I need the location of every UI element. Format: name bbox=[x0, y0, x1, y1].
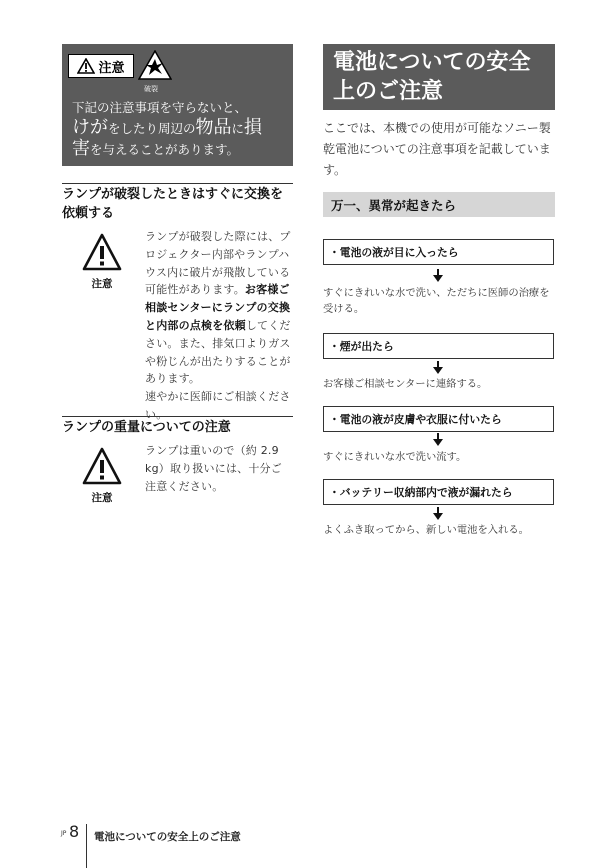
footer-divider bbox=[86, 824, 87, 868]
step-result: すぐにきれいな水で洗い、ただちに医師の治療を受ける。 bbox=[323, 287, 550, 315]
lamp-weight-text: ランプは重いので（約 2.9 kg）取り扱いには、十分ご注意ください。 bbox=[145, 444, 282, 493]
rupture-label: 破裂 bbox=[144, 85, 158, 93]
battery-title-box bbox=[323, 44, 555, 110]
section-rule bbox=[62, 416, 293, 417]
footer-section-title: 電池についての安全上のご注意 bbox=[94, 831, 241, 843]
arrow-down-icon bbox=[431, 507, 445, 521]
caution-line-2: けがをしたり周辺の物品に損 bbox=[72, 117, 263, 138]
step-label: ・煙が出たら bbox=[329, 340, 394, 353]
caution-icon-label: 注意 bbox=[91, 492, 113, 504]
arrow-down-icon bbox=[431, 433, 445, 447]
battery-intro: ここでは、本機での使用が可能なソニー製乾電池についての注意事項を記載しています。 bbox=[323, 121, 551, 177]
lamp-rupture-heading: ランプが破裂したときはすぐに交換を依頼する bbox=[62, 187, 284, 221]
caution-icon-label: 注意 bbox=[91, 278, 113, 290]
step-result: よくふき取ってから、新しい電池を入れる。 bbox=[323, 524, 529, 536]
battery-title: 電池についての安全 上のご注意 bbox=[333, 50, 531, 104]
caution-line-3: 害を与えることがあります。 bbox=[72, 138, 240, 159]
step-box-leak bbox=[323, 479, 554, 505]
caution-label bbox=[68, 54, 134, 78]
step-label: ・バッテリー収納部内で液が漏れたら bbox=[329, 486, 513, 499]
caution-label-text: 注意 bbox=[98, 60, 125, 76]
caution-text bbox=[72, 98, 288, 160]
caution-triangle-icon bbox=[82, 447, 122, 485]
caution-box bbox=[62, 44, 293, 166]
battery-subheading-box bbox=[323, 192, 555, 217]
footer-lang: JP bbox=[61, 830, 67, 837]
step-label: ・電池の液が皮膚や衣服に付いたら bbox=[329, 413, 502, 426]
step-label: ・電池の液が目に入ったら bbox=[329, 246, 459, 259]
page-number: 8 bbox=[69, 822, 80, 841]
caution-triangle-icon bbox=[82, 233, 122, 271]
step-result: お客様ご相談センターに連絡する。 bbox=[323, 378, 488, 390]
warning-triangle-icon bbox=[77, 58, 95, 74]
arrow-down-icon bbox=[431, 269, 445, 283]
lamp-rupture-text: ランプが破裂した際には、プロジェクター内部やランプハウス内に破片が飛散している可能性があります。お客様ご相談センターにランプの交換と内部の点検を依頼してください。また、排気口よりガスや粉じんが出たりすることがあります。 速やかに医師にご相談ください。 bbox=[145, 230, 291, 421]
step-box-skin bbox=[323, 406, 554, 432]
battery-subheading: 万一、異常が起きたら bbox=[331, 198, 457, 213]
section-rule bbox=[62, 183, 293, 184]
caution-line-1: 下記の注意事項を守らないと、 bbox=[72, 100, 248, 115]
step-box-smoke bbox=[323, 333, 554, 359]
step-box-eye bbox=[323, 239, 554, 265]
arrow-down-icon bbox=[431, 361, 445, 375]
lamp-weight-heading: ランプの重量についての注意 bbox=[62, 420, 231, 435]
rupture-icon bbox=[138, 50, 172, 80]
step-result: すぐにきれいな水で洗い流す。 bbox=[323, 451, 467, 463]
